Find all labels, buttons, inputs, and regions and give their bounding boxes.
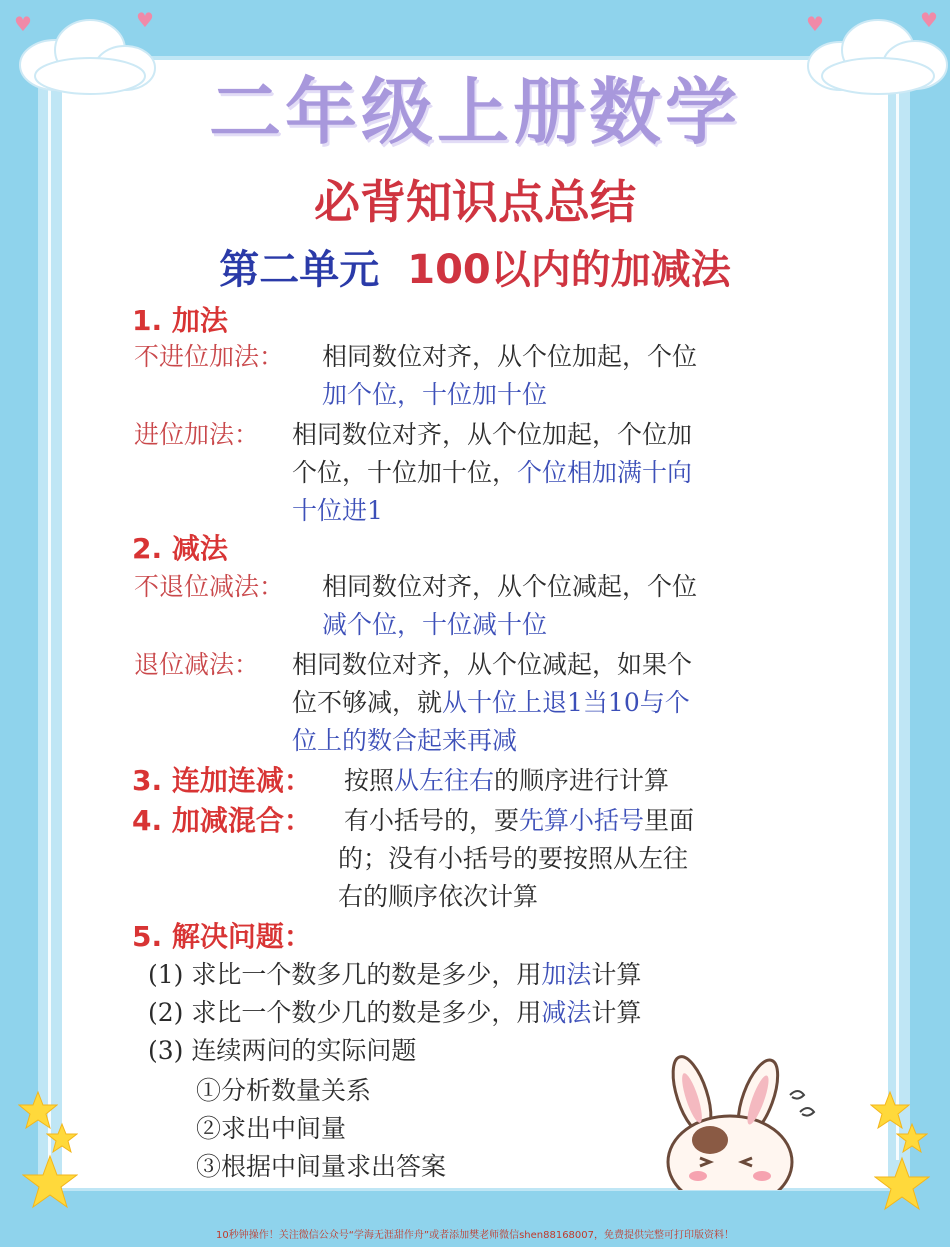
carry-label: 进位加法：: [134, 420, 260, 449]
problem-2-a: (2) 求比一个数少几的数是多少，用: [148, 998, 542, 1027]
borrow-line3: 位上的数合起来再减: [292, 726, 518, 755]
carry-line2-b: 个位相加满十向: [517, 458, 693, 487]
page-subtitle: 必背知识点总结: [314, 175, 636, 229]
borrow-label: 退位减法：: [134, 650, 260, 679]
problem-1-c: 计算: [591, 960, 642, 989]
unit-label: 第二单元: [219, 247, 380, 293]
borrow-line2-a: 位不够减，就: [292, 688, 443, 717]
chain-text-c: 的顺序进行计算: [494, 766, 670, 795]
problem-step: ①分析数量关系: [196, 1076, 372, 1105]
problem-3: (3) 连续两问的实际问题: [148, 1036, 417, 1065]
problem-1-a: (1) 求比一个数多几的数是多少，用: [148, 960, 542, 989]
no-borrow-line2: 减个位，十位减十位: [322, 610, 548, 639]
mixed-line1-c: 里面: [644, 806, 695, 835]
problem-1: [148, 956, 641, 994]
no-carry-line2: 加个位，十位加十位: [322, 380, 548, 409]
star-icon: [896, 1122, 928, 1154]
bunny-illustration: [640, 1050, 830, 1190]
heart-icon: ♥: [136, 8, 154, 32]
problem-2: [148, 994, 641, 1032]
addition-heading: 1. 加法: [132, 304, 228, 337]
mixed-line2: 的；没有小括号的要按照从左往: [338, 844, 689, 873]
heart-icon: ♥: [920, 8, 938, 32]
borrow-line2-b: 从十位上退1当10与个: [442, 688, 690, 717]
no-carry-label: 不进位加法：: [134, 342, 285, 371]
chain-heading: 3. 连加连减：: [132, 764, 312, 797]
carry-line3: 十位进1: [292, 496, 383, 525]
carry-line1: 相同数位对齐，从个位加起，个位加: [292, 420, 693, 449]
borrow-line2: [292, 684, 690, 722]
problem-2-c: 计算: [591, 998, 642, 1027]
chain-text-b: 从左往右: [394, 766, 495, 795]
page-title: 二年级上册数学: [208, 70, 741, 154]
heart-icon: ♥: [806, 12, 824, 36]
star-icon: [46, 1122, 78, 1154]
no-borrow-line1: 相同数位对齐，从个位减起，个位: [322, 572, 698, 601]
carry-line2-a: 个位，十位加十位，: [292, 458, 518, 487]
unit-title: [0, 242, 950, 298]
chain-text: [344, 762, 669, 800]
borrow-line1: 相同数位对齐，从个位减起，如果个: [292, 650, 693, 679]
mixed-line1-b: 先算小括号: [519, 806, 645, 835]
no-borrow-label: 不退位减法：: [134, 572, 285, 601]
mixed-heading: 4. 加减混合：: [132, 804, 312, 837]
chain-text-a: 按照: [344, 766, 395, 795]
star-icon: [874, 1156, 930, 1212]
carry-line2: [292, 454, 692, 492]
star-icon: [22, 1154, 78, 1210]
problem-step: ②求出中间量: [196, 1114, 347, 1143]
problem-step: ③根据中间量求出答案: [196, 1152, 447, 1181]
problem-2-b: 减法: [541, 998, 592, 1027]
mixed-line3: 右的顺序依次计算: [338, 882, 539, 911]
unit-name: 100以内的加减法: [407, 247, 731, 293]
problems-heading: 5. 解决问题：: [132, 920, 312, 953]
subtraction-heading: 2. 减法: [132, 532, 228, 565]
footer-notice: 10秒钟操作！关注微信公众号“学海无涯甜作舟”或者添加樊老师微信shen88168007，免费提供完整可打印版资料！: [215, 1230, 735, 1241]
no-carry-line1: 相同数位对齐，从个位加起，个位: [322, 342, 698, 371]
problem-1-b: 加法: [541, 960, 592, 989]
heart-icon: ♥: [14, 12, 32, 36]
mixed-line1-a: 有小括号的，要: [344, 806, 520, 835]
mixed-line1: [344, 802, 694, 840]
